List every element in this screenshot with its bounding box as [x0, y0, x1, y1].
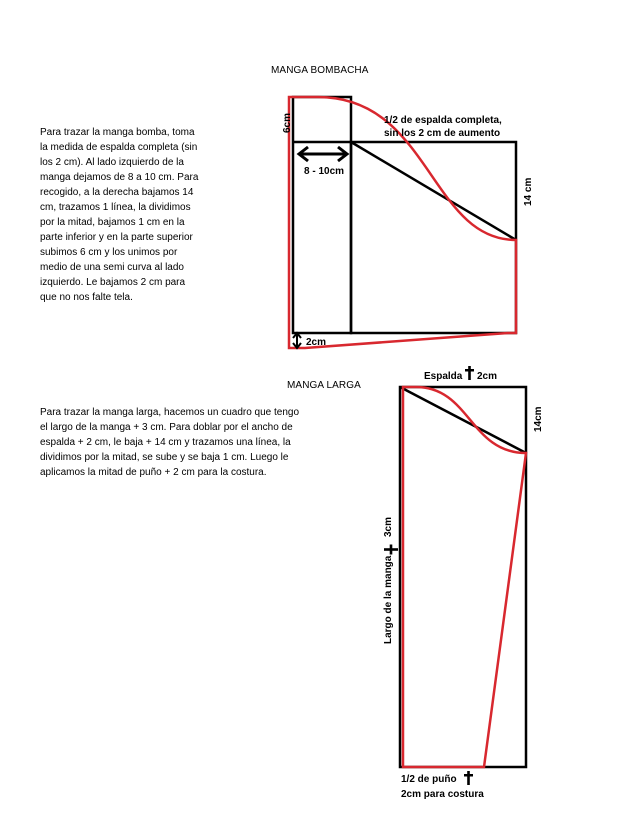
- label-2cm: 2cm: [306, 337, 327, 348]
- diagonal-line: [351, 142, 516, 240]
- plus-icon: [464, 771, 473, 785]
- manga-bombacha-instructions: Para trazar la manga bomba, toma la medida de espalda completa (sin los 2 cm). Al lado izquierdo de la manga dejamos de 8 a 10 cm. Para recogido, a la derecha bajamos 14 cm, trazamos 1 línea, la dividimos por la mitad, bajamos 1 cm en la parte inferior y en la parte superior subimos 6 cm y los unimos por medio de una semi curva al lado izquierdo. Le bajamos 2 cm para que no nos falte tela.: [40, 127, 199, 303]
- label-largo-manga: Largo de la manga: [383, 555, 394, 644]
- plus-icon: [465, 366, 474, 380]
- label-espalda-suffix: 2cm: [477, 371, 498, 382]
- label-espalda-line2: sin los 2 cm de aumento: [384, 128, 501, 139]
- label-espalda-line1: 1/2 de espalda completa,: [384, 115, 502, 126]
- main-rect: [351, 142, 516, 333]
- larga-diagonal: [400, 387, 526, 453]
- label-puno-line1: 1/2 de puño: [401, 774, 457, 785]
- label-14cm-larga: 14cm: [533, 406, 544, 432]
- label-6cm: 6cm: [282, 112, 293, 133]
- label-espalda: Espalda: [424, 371, 463, 382]
- label-largo-suffix: 3cm: [383, 516, 394, 537]
- left-strip-rect: [293, 97, 351, 333]
- manga-bombacha-diagram: [282, 97, 534, 348]
- label-8-10cm: 8 - 10cm: [304, 166, 345, 177]
- label-14cm: 14 cm: [523, 177, 534, 206]
- manga-larga-diagram: [383, 366, 544, 800]
- manga-larga-instructions: Para trazar la manga larga, hacemos un cuadro que tengo el largo de la manga + 3 cm. Para doblar por el ancho de espalda + 2 cm, le baja + 14 cm y trazamos una línea, la dividimos por la mitad, se sube y se baja 1 cm. Luego le aplicamos la mitad de puño + 2 cm para la costura.: [40, 407, 300, 478]
- plus-icon: [384, 545, 398, 555]
- label-puno-line2: 2cm para costura: [401, 789, 484, 800]
- section-title-manga-bombacha: MANGA BOMBACHA: [271, 65, 369, 76]
- section-title-manga-larga: MANGA LARGA: [287, 380, 361, 391]
